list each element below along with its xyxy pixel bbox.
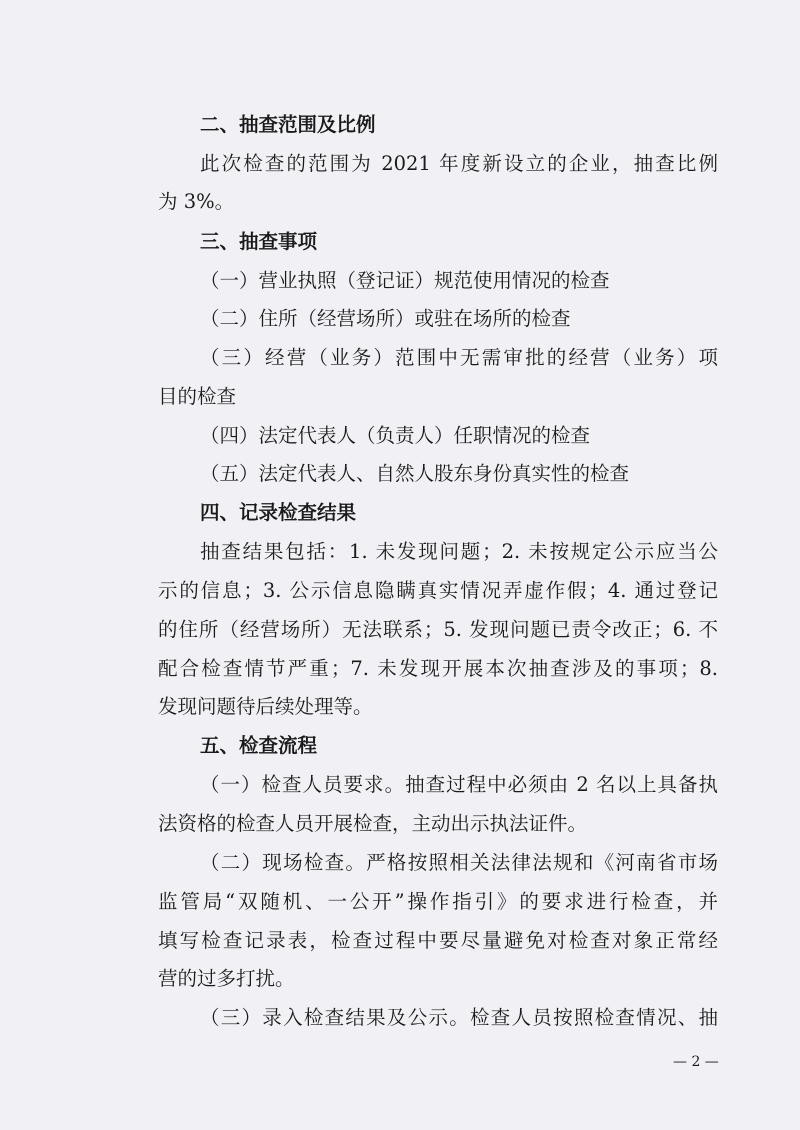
paragraph-line: 抽查结果包括：1. 未发现问题；2. 未按规定公示应当公 <box>200 540 718 563</box>
section-heading-scope: 二、抽查范围及比例 <box>200 113 376 136</box>
paragraph-line: （一）检查人员要求。抽查过程中必须由 2 名以上具备执 <box>200 773 718 796</box>
list-item-continuation: 目的检查 <box>158 385 237 408</box>
paragraph-line: 填写检查记录表，检查过程中要尽量避免对检查对象正常经 <box>158 929 718 952</box>
section-heading-items: 三、抽查事项 <box>200 230 318 253</box>
paragraph-line: 监管局“双随机、一公开”操作指引》的要求进行检查，并 <box>158 890 718 913</box>
paragraph-line: 为 3%。 <box>158 190 235 213</box>
section-heading-results: 四、记录检查结果 <box>200 501 357 524</box>
list-item: （三）经营（业务）范围中无需审批的经营（业务）项 <box>200 346 718 369</box>
paragraph-line: 的住所（经营场所）无法联系；5. 发现问题已责令改正；6. 不 <box>158 618 718 641</box>
section-heading-process: 五、检查流程 <box>200 734 318 757</box>
paragraph-line: 配合检查情节严重；7. 未发现开展本次抽查涉及的事项；8. <box>158 657 718 680</box>
list-item: （一）营业执照（登记证）规范使用情况的检查 <box>200 269 610 292</box>
paragraph-line: 此次检查的范围为 2021 年度新设立的企业，抽查比例 <box>200 152 718 175</box>
page-number: — 2 — <box>673 1054 719 1070</box>
paragraph-line: 示的信息；3. 公示信息隐瞒真实情况弄虚作假；4. 通过登记 <box>158 579 718 602</box>
list-item: （四）法定代表人（负责人）任职情况的检查 <box>200 424 591 447</box>
paragraph-line: 发现问题待后续处理等。 <box>158 695 373 718</box>
paragraph-line: 法资格的检查人员开展检查，主动出示执法证件。 <box>158 812 588 835</box>
list-item: （五）法定代表人、自然人股东身份真实性的检查 <box>200 462 630 485</box>
paragraph-line: （二）现场检查。严格按照相关法律法规和《河南省市场 <box>200 851 718 874</box>
list-item: （二）住所（经营场所）或驻在场所的检查 <box>200 307 571 330</box>
paragraph-line: （三）录入检查结果及公示。检查人员按照检查情况、抽 <box>200 1006 718 1029</box>
paragraph-line: 营的过多打扰。 <box>158 967 295 990</box>
